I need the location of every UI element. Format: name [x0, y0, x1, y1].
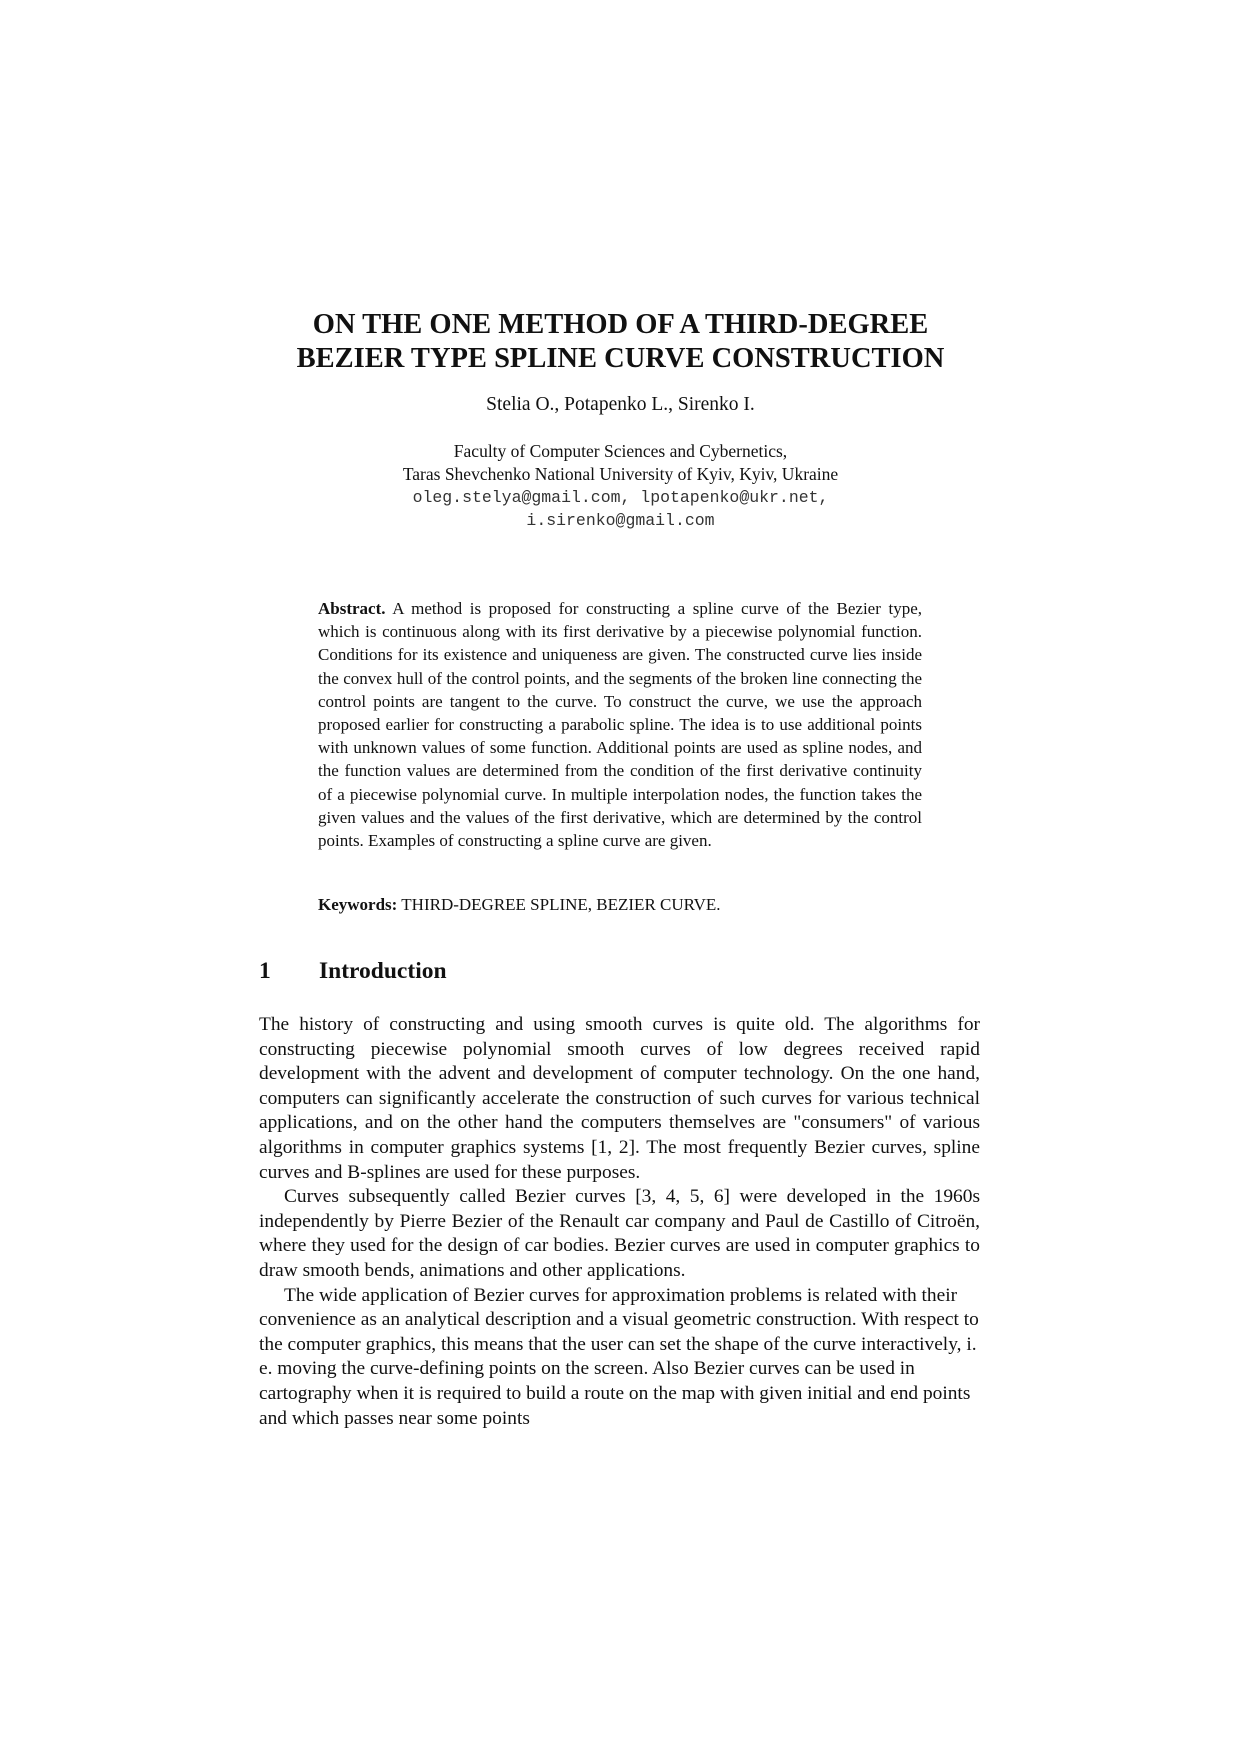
title-line-2: BEZIER TYPE SPLINE CURVE CONSTRUCTION	[296, 343, 945, 374]
paragraph: The history of constructing and using smooth curves is quite old. The algorithms for constructing piecewise polynomial smooth curves of low degrees received rapid development with the advent and development of computer technology. On the one hand, computers can significantly accelerate the construction of such curves for various technical applications, and on the other hand the computers themselves are "consumers" of various algorithms in computer graphics systems [1, 2]. The most frequently Bezier curves, spline curves and B-splines are used for these purposes.	[259, 1014, 980, 1183]
abstract-text: A method is proposed for constructing a spline curve of the Bezier type, which is continuous along with its first derivative by a piecewise polynomial function. Conditions for its existence and uniqueness are given. The constructed curve lies inside the convex hull of the control points, and the segments of the broken line connecting the control points are tangent to the curve. To construct the curve, we use the approach proposed earlier for constructing a parabolic spline. The idea is to use additional points with unknown values of some function. Additional points are used as spline nodes, and the function values are determined from the condition of the first derivative continuity of a piecewise polynomial curve. In multiple interpolation nodes, the function takes the given values and the values of the first derivative, which are determined by the control points. Examples of constructing a spline curve are given.	[318, 599, 922, 851]
author-emails-line-1: oleg.stelya@gmail.com, lpotapenko@ukr.net,	[412, 488, 829, 507]
paragraph: Curves subsequently called Bezier curves [3, 4, 5, 6] were developed in the 1960s independently by Pierre Bezier of the Renault car company and Paul de Castillo of Citroën, where they used for the design of car bodies. Bezier curves are used in computer graphics to draw smooth bends, animations and other applications.	[259, 1186, 980, 1281]
section-heading-introduction	[259, 956, 447, 986]
affiliation-university: Taras Shevchenko National University of Kyiv, Kyiv, Ukraine	[402, 464, 839, 484]
paragraph: The wide application of Bezier curves for approximation problems is related with their convenience as an analytical description and a visual geometric construction. With respect to the computer graphics, this means that the user can set the shape of the curve interactively, i. e. moving the curve-defining points on the screen. Also Bezier curves can be used in cartography when it is required to build a route on the map with given initial and end points and which passes near some points	[259, 1284, 979, 1429]
author-list: Stelia O., Potapenko L., Sirenko I.	[486, 394, 755, 415]
affiliation-faculty: Faculty of Computer Sciences and Cybernetics,	[453, 441, 788, 461]
author-emails-line-2: i.sirenko@gmail.com	[526, 511, 715, 530]
affiliation-block	[200, 440, 1041, 532]
keywords	[318, 893, 922, 916]
paper-title	[200, 308, 1041, 376]
title-line-1: ON THE ONE METHOD OF A THIRD-DEGREE	[312, 309, 929, 340]
introduction-body	[259, 1013, 980, 1431]
abstract-label: Abstract.	[318, 599, 386, 618]
section-title: Introduction	[319, 958, 447, 984]
keywords-label: Keywords:	[318, 895, 398, 914]
section-number: 1	[259, 958, 271, 984]
abstract	[318, 597, 922, 852]
keywords-text: THIRD-DEGREE SPLINE, BEZIER CURVE.	[401, 895, 721, 914]
